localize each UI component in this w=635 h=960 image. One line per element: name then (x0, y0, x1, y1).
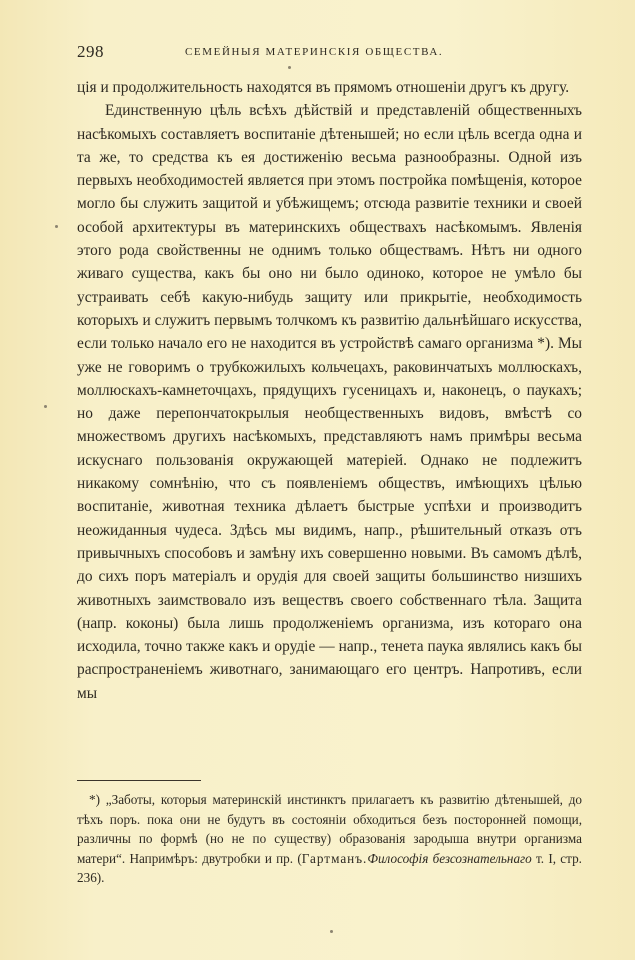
print-speck (55, 225, 58, 228)
footnote (77, 790, 582, 888)
page-header (77, 42, 582, 66)
paragraph-main: Единственную цѣль всѣхъ дѣйствій и представленій общественныхъ насѣкомыхъ составляетъ воспитаніе дѣтенышей; но если цѣль всегда одна и та же, то средства къ ея достиженію весьма разнообразны. Одной изъ первыхъ необходимостей является при этомъ постройка помѣщенія, которое могло бы служить защитой и убѣжищемъ; отсюда развитіе техники и своей особой архитектуры въ материнскихъ обществахъ насѣкомымъ. Явленія этого рода свойственны не однимъ только обществамъ. Нѣтъ ни одного живаго существа, какъ бы оно ни было одиноко, которое не умѣло бы устраивать себѣ какую-нибудь защиту или прикрытіе, необходимость которыхъ и служитъ первымъ толчкомъ къ развитію дальнѣйшаго искусства, если только начало его не находится въ устройствѣ самаго организма *). Мы уже не говоримъ о трубкожилыхъ кольчецахъ, раковинчатыхъ моллюскахъ, моллюскахъ-камнеточцахъ, прядущихъ гусеницахъ и, наконецъ, о паукахъ; но даже перепончатокрылыя необщественныхъ видовъ, вмѣстѣ со множествомъ другихъ насѣкомыхъ, представляютъ намъ примѣры весьма искуснаго пользованія окружающей матеріей. Однако не подлежитъ никакому сомнѣнію, что съ появленіемъ обществъ, имѣющихъ цѣлью воспитаніе, животная техника дѣлаетъ быстрые успѣхи и производитъ неожиданныя чудеса. Здѣсь мы видимъ, напр., рѣшительный отказъ отъ привычныхъ способовъ и замѣну ихъ совершенно новыми. Въ самомъ дѣлѣ, до сихъ поръ матеріалъ и орудія для своей защиты большинство низшихъ животныхъ заимствовало изъ веществъ своего собственнаго тѣла. Защита (напр. коконы) была лишь продолженіемъ организма, изъ котораго она исходила, точно также какъ и орудіе — напр., тенета паука являлись какъ бы распространеніемъ животнаго, занимающаго его центръ. Напротивъ, если мы (77, 102, 582, 702)
running-head: СЕМЕЙНЫЯ МАТЕРИНСКІЯ ОБЩЕСТВА. (185, 46, 444, 58)
footnote-book-title: Философія безсознательнаго (367, 850, 532, 866)
page-number: 298 (77, 42, 104, 61)
footnote-reference: т. I, стр. 236). (77, 850, 582, 886)
print-speck (330, 930, 333, 933)
paragraph-continuation: ція и продолжительность находятся въ прямомъ отношеніи другъ къ другу. (77, 79, 570, 96)
body-text (77, 76, 582, 705)
footnote-rule (77, 780, 201, 781)
footnote-text: *) „Заботы, которыя материнскій инстинктъ прилагаетъ къ развитію дѣтенышей, до тѣхъ поръ. пока они не будутъ въ состояніи обходиться безъ посторонней помощи, различны по формѣ (но не по существу) образованія зародыша внутри организма матери“. Напримѣръ: двутробки и пр. ( (77, 792, 582, 866)
print-speck (288, 66, 291, 69)
footnote-author: Гартманъ. (301, 850, 368, 866)
print-speck (44, 405, 47, 408)
